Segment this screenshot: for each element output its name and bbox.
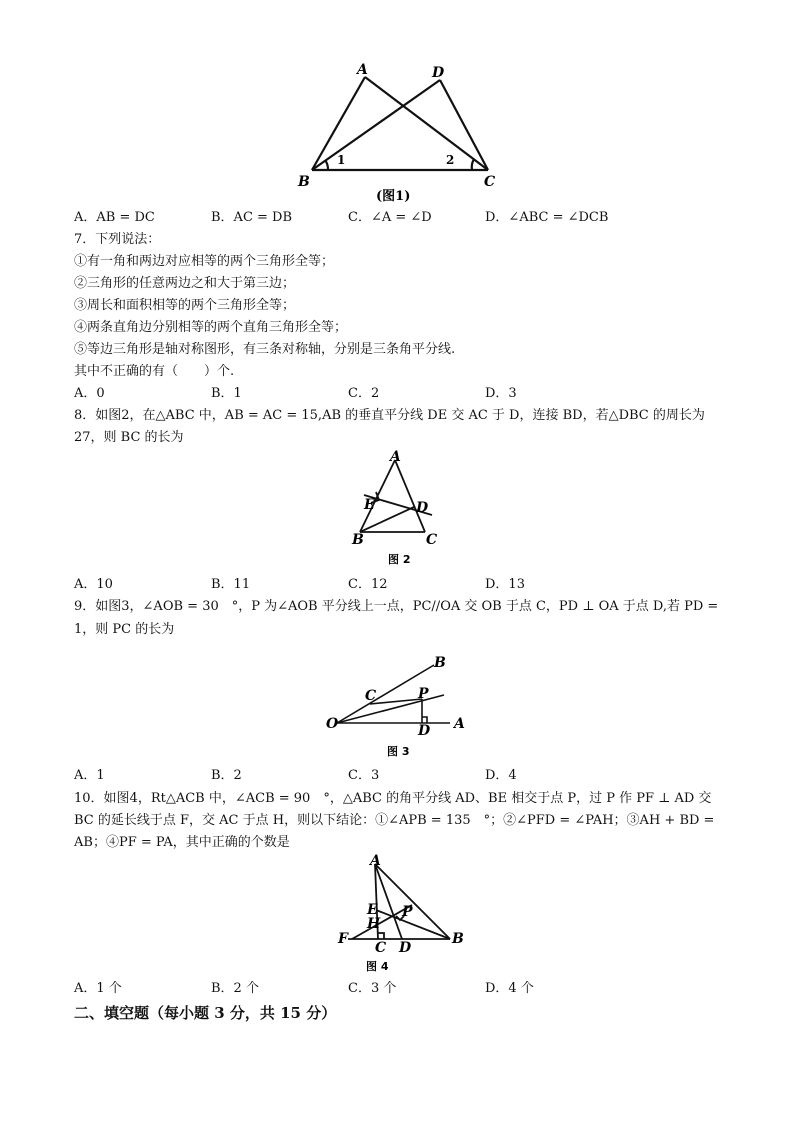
q6-option-a: A．AB = DC (74, 210, 155, 225)
q7-option-a: A．0 (74, 386, 105, 401)
q7-item-4: ④两条直角边分别相等的两个直角三角形全等； (74, 320, 348, 335)
q8-option-b: B．11 (211, 577, 251, 592)
q10-stem-line-1: 10．如图4，Rt△ACB 中，∠ACB = 90 °，△ABC 的角平分线 AD、BE 相交于点 P，过 P 作 PF ⊥ AD 交 (74, 791, 712, 806)
fig3-caption: 图 3 (387, 745, 410, 758)
q7-option-d: D．3 (485, 386, 517, 401)
q6-option-d: D．∠ABC = ∠DCB (485, 210, 609, 225)
fig2-label-c: C (426, 532, 438, 548)
fig3-label-o: O (326, 716, 339, 732)
q10-option-c: C．3 个 (348, 981, 397, 996)
fig4-label-a: A (370, 853, 381, 869)
q10-stem-line-2: BC 的延长线于点 F，交 AC 于点 H，则以下结论：①∠APB = 135 °；②∠PFD = ∠PAH；③AH + BD = (74, 813, 715, 828)
fig4-label-d: D (399, 940, 412, 956)
fig3-label-p: P (418, 686, 429, 702)
fig4-label-b: B (452, 931, 464, 947)
section-2-heading: 二、填空题（每小题 3 分，共 15 分） (74, 1004, 337, 1022)
q8-stem-line-2: 27，则 BC 的长为 (74, 430, 184, 445)
q8-option-c: C．12 (348, 577, 388, 592)
q9-stem-line-1: 9．如图3，∠AOB = 30 °，P 为∠AOB 平分线上一点，PC//OA 交 OB 于点 C，PD ⊥ OA 于点 D,若 PD = (74, 599, 719, 614)
q6-option-c: C．∠A = ∠D (348, 210, 432, 225)
q7-question: 其中不正确的有（ ）个. (74, 364, 235, 379)
q7-stem: 7．下列说法： (74, 232, 161, 247)
q10-option-a: A．1 个 (74, 981, 122, 996)
fig1-label-c: C (484, 174, 496, 190)
fig4-label-e: E (367, 902, 378, 918)
q10-stem-line-3: AB；④PF = PA，其中正确的个数是 (74, 835, 290, 850)
figure-3 (320, 655, 470, 763)
q8-stem-line-1: 8．如图2，在△ABC 中，AB = AC = 15,AB 的垂直平分线 DE 交 AC 于 D，连接 BD，若△DBC 的周长为 (74, 408, 705, 423)
fig4-label-h: H (367, 916, 381, 932)
fig4-label-c: C (375, 940, 387, 956)
fig3-label-a: A (454, 716, 465, 732)
fig2-label-e: E (364, 497, 375, 513)
fig1-label-d: D (432, 65, 445, 81)
fig4-caption: 图 4 (366, 960, 389, 973)
q7-item-2: ②三角形的任意两边之和大于第三边； (74, 276, 296, 291)
fig1-label-a: A (357, 62, 368, 78)
q6-option-b: B．AC = DB (211, 210, 293, 225)
fig3-label-d: D (418, 723, 431, 739)
q7-item-5: ⑤等边三角形是轴对称图形，有三条对称轴，分别是三条角平分线. (74, 342, 456, 357)
fig2-label-b: B (352, 532, 364, 548)
q9-option-c: C．3 (348, 768, 380, 783)
q9-option-b: B．2 (211, 768, 242, 783)
fig4-label-p: P (402, 904, 413, 920)
q9-option-a: A．1 (74, 768, 105, 783)
figure-4 (330, 852, 465, 976)
q7-item-1: ①有一角和两边对应相等的两个三角形全等； (74, 254, 335, 269)
q7-option-b: B．1 (211, 386, 242, 401)
fig2-caption: 图 2 (388, 553, 411, 566)
q8-option-d: D．13 (485, 577, 525, 592)
figure-1 (290, 60, 510, 208)
fig1-caption: (图1) (376, 189, 411, 204)
q9-option-d: D．4 (485, 768, 517, 783)
fig2-label-a: A (390, 449, 401, 465)
fig3-label-b: B (434, 655, 446, 671)
q9-stem-line-2: 1，则 PC 的长为 (74, 622, 175, 637)
q8-option-a: A．10 (74, 577, 113, 592)
figure-2 (340, 448, 450, 570)
fig1-angle-1: 1 (337, 153, 346, 167)
fig1-angle-2: 2 (446, 153, 455, 167)
fig3-label-c: C (365, 688, 377, 704)
q10-option-d: D．4 个 (485, 981, 534, 996)
fig2-label-d: D (416, 500, 429, 516)
q7-item-3: ③周长和面积相等的两个三角形全等； (74, 298, 296, 313)
q7-option-c: C．2 (348, 386, 380, 401)
fig4-label-f: F (338, 931, 348, 947)
q10-option-b: B．2 个 (211, 981, 259, 996)
fig1-label-b: B (298, 174, 310, 190)
